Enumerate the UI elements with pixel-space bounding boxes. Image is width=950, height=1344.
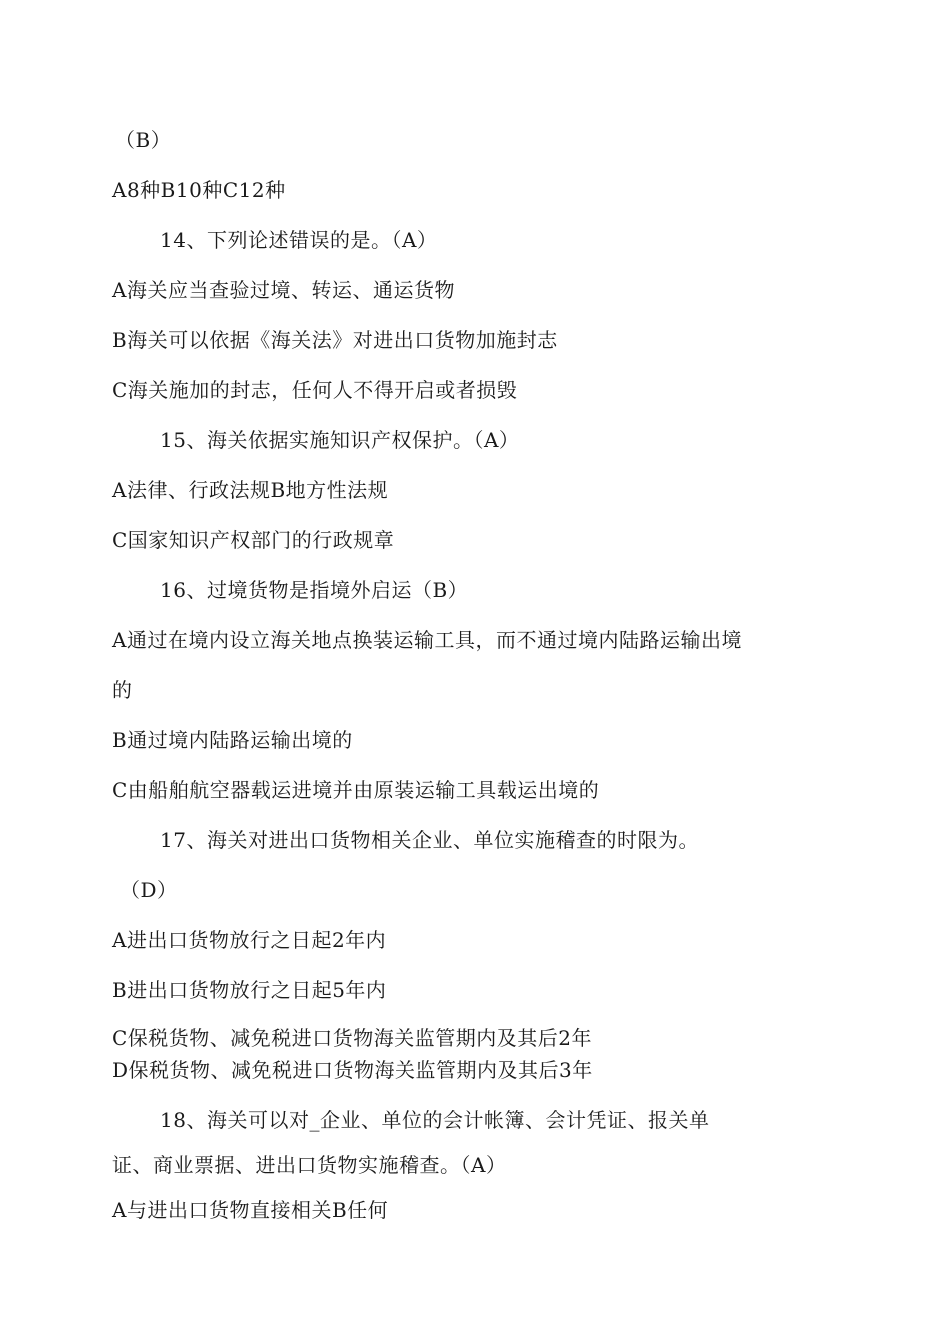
option-line: A通过在境内设立海关地点换装运输工具，而不通过境内陆路运输出境 bbox=[112, 628, 742, 652]
option-line: B海关可以依据《海关法》对进出口货物加施封志 bbox=[112, 328, 558, 352]
option-line: B进出口货物放行之日起5年内 bbox=[112, 978, 387, 1002]
option-line: C保税货物、减免税进口货物海关监管期内及其后2年 bbox=[112, 1026, 593, 1050]
option-line: C国家知识产权部门的行政规章 bbox=[112, 528, 395, 552]
option-line: A法律、行政法规B地方性法规 bbox=[112, 478, 389, 502]
question-18: 18、海关可以对_企业、单位的会计帐簿、会计凭证、报关单 bbox=[160, 1108, 710, 1132]
answer-line: （B） bbox=[115, 128, 172, 152]
option-line: A海关应当查验过境、转运、通运货物 bbox=[112, 278, 455, 302]
option-line-continued: 的 bbox=[112, 678, 133, 702]
option-line: B通过境内陆路运输出境的 bbox=[112, 728, 353, 752]
option-line: D保税货物、减免税进口货物海关监管期内及其后3年 bbox=[112, 1058, 593, 1082]
question-15: 15、海关依据实施知识产权保护。（A） bbox=[160, 428, 520, 452]
question-14: 14、下列论述错误的是。（A） bbox=[160, 228, 438, 252]
option-line: A与进出口货物直接相关B任何 bbox=[112, 1198, 389, 1222]
question-18-continued: 证、商业票据、进出口货物实施稽查。（A） bbox=[112, 1153, 507, 1177]
option-line: C海关施加的封志，任何人不得开启或者损毁 bbox=[112, 378, 518, 402]
question-17: 17、海关对进出口货物相关企业、单位实施稽查的时限为。 bbox=[160, 828, 699, 852]
option-line: C由船舶航空器载运进境并由原装运输工具载运出境的 bbox=[112, 778, 600, 802]
answer-line: （D） bbox=[120, 878, 178, 902]
option-line: A8种B10种C12种 bbox=[112, 178, 286, 202]
option-line: A进出口货物放行之日起2年内 bbox=[112, 928, 387, 952]
question-16: 16、过境货物是指境外启运（B） bbox=[160, 578, 469, 602]
